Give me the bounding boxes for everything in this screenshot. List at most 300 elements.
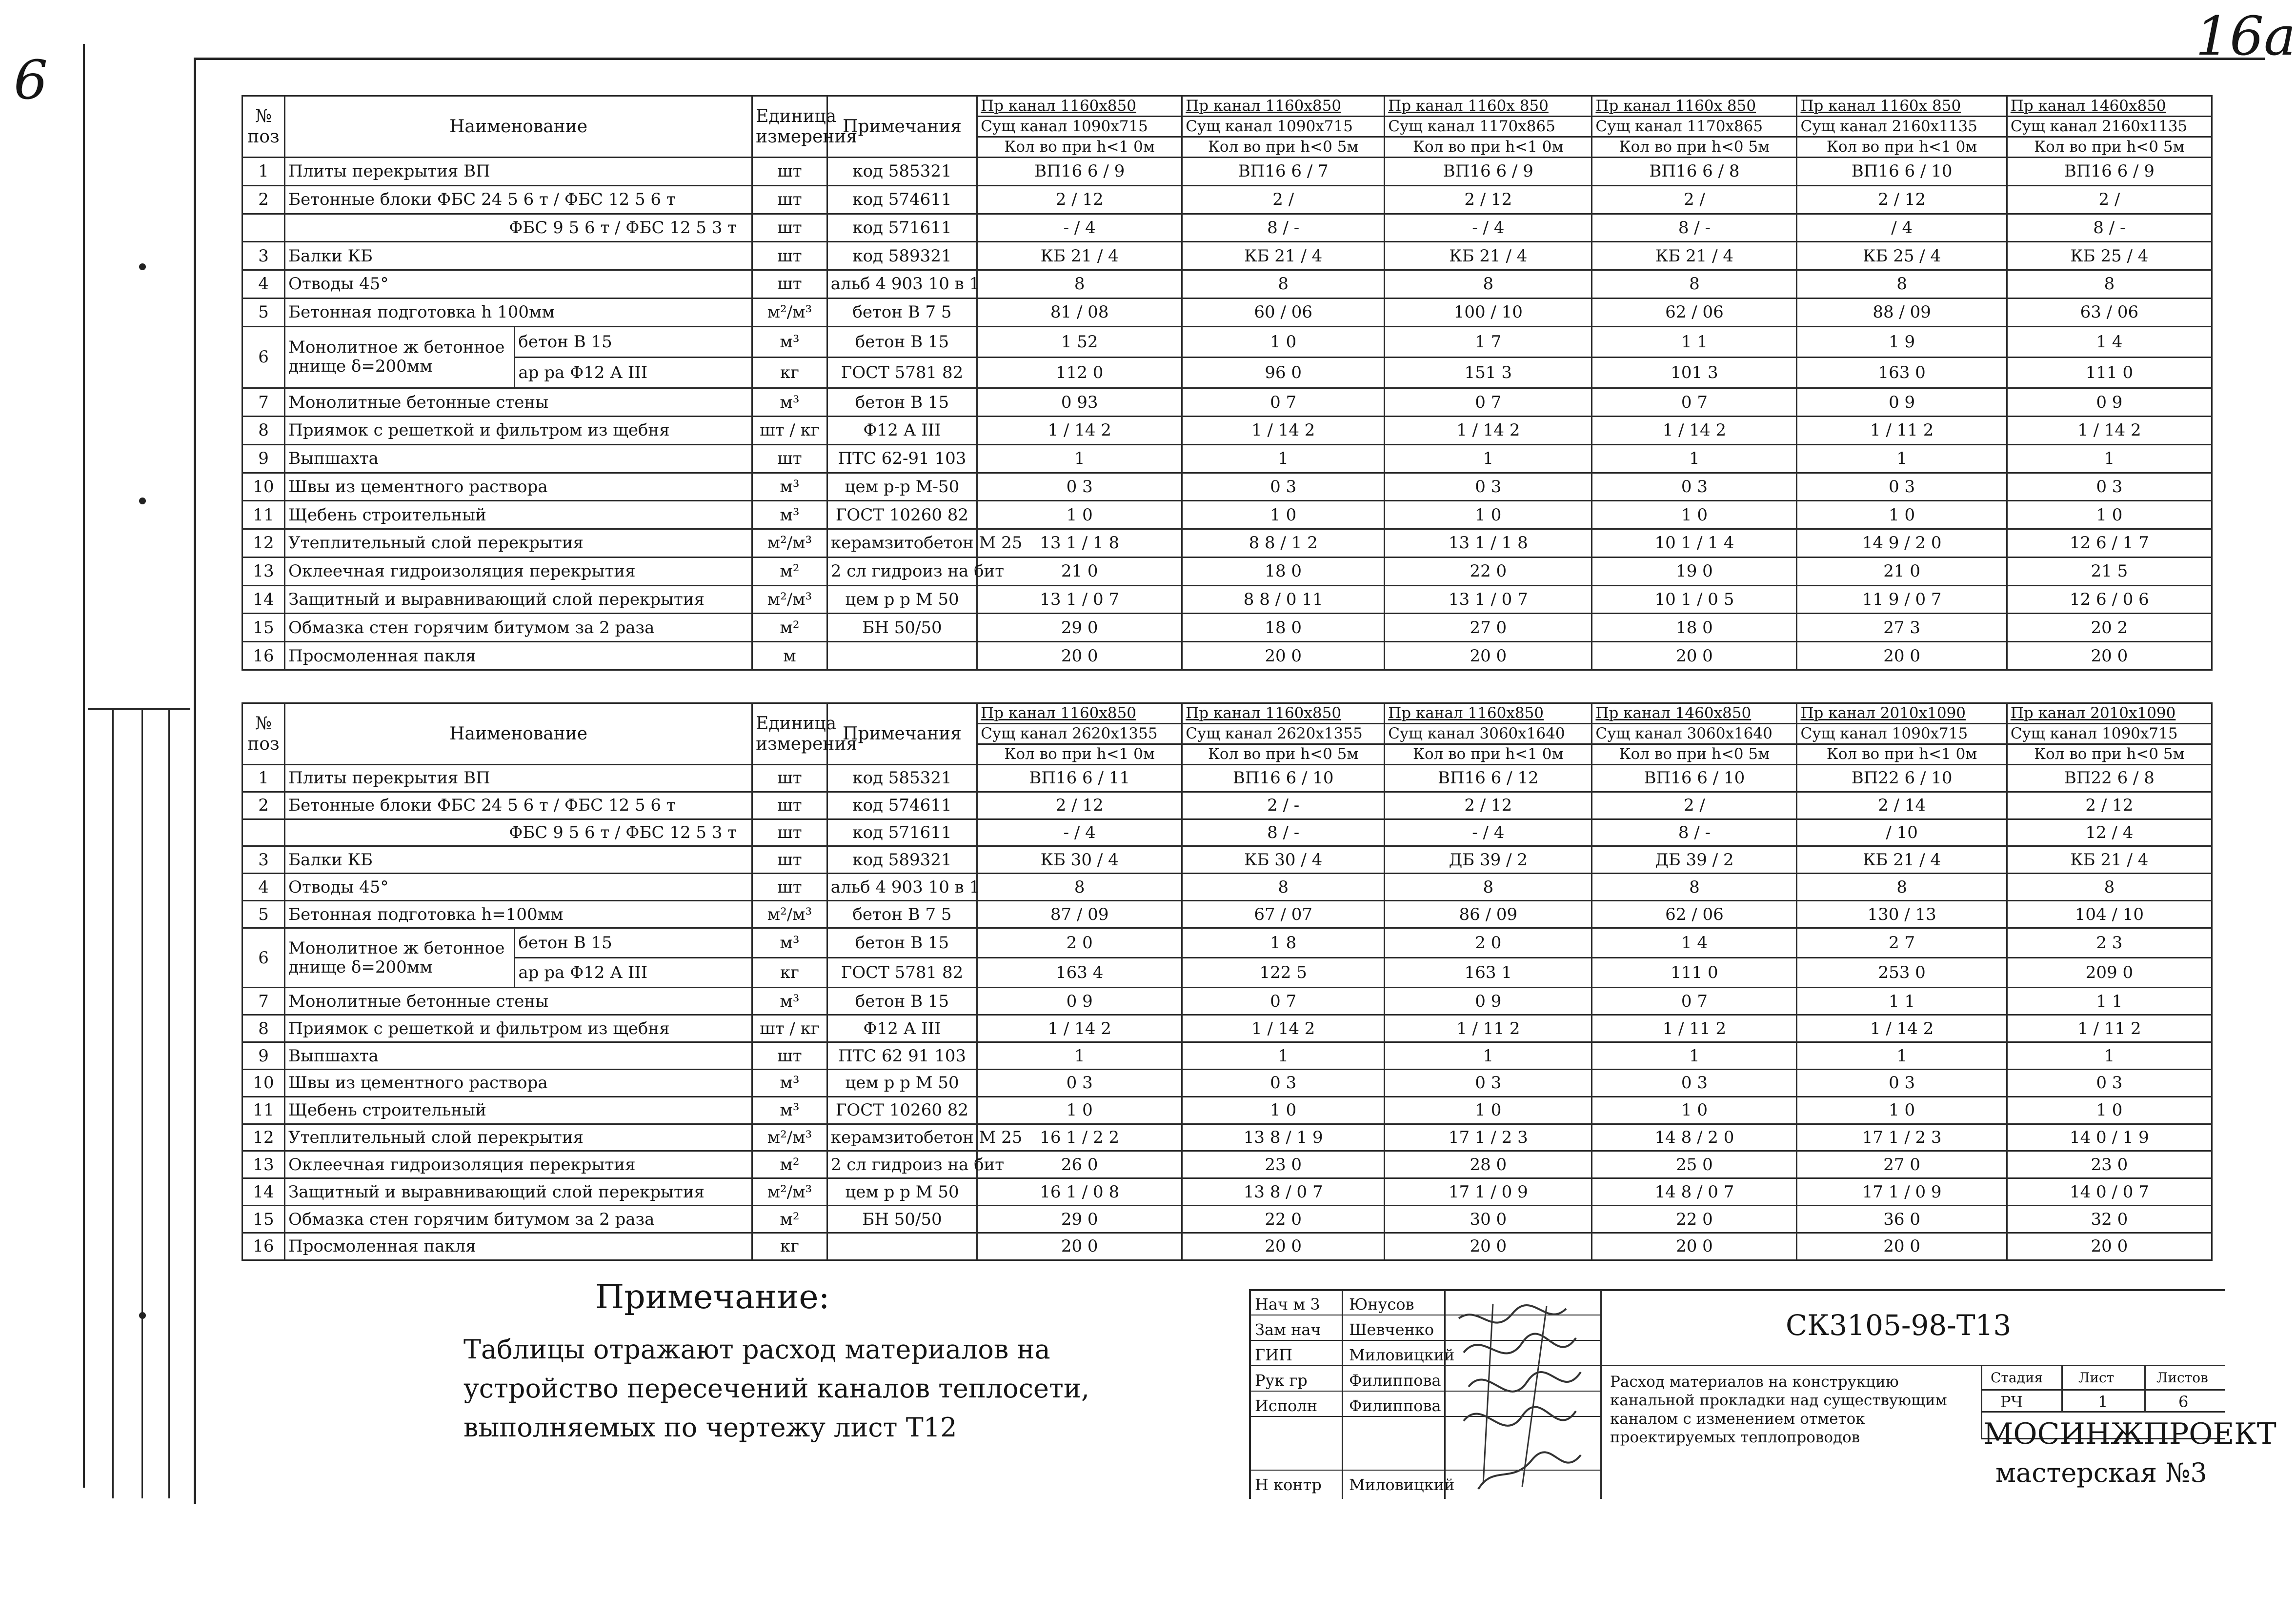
row-note: код 574611 [827, 792, 977, 819]
table-row [242, 444, 2212, 473]
table-row [242, 988, 2212, 1015]
row-number: 6 [242, 928, 285, 988]
row-value: 12 6 / 1 7 [2007, 529, 2212, 558]
table-row [242, 1124, 2212, 1151]
header-row [242, 96, 2212, 117]
stamp-name-2: Шевченко [1349, 1320, 1434, 1339]
row-number: 1 [242, 765, 285, 792]
row-value: 12 / 4 [2007, 819, 2212, 846]
header-row [242, 703, 2212, 724]
row-name: Защитный и выравнивающий слой перекрытия [285, 585, 752, 614]
row-value: 8 / - [1182, 819, 1385, 846]
row-value: 1 / 14 2 [1385, 417, 1592, 445]
row-name: Щебень строительный [285, 501, 752, 529]
row-value: 16 1 / 2 2 [977, 1124, 1182, 1151]
variant-new-channel: Пр канал 1160х 850 [1592, 96, 1797, 117]
row-name: Бетонные блоки ФБС 24 5 6 т / ФБС 12 5 6 т [285, 185, 752, 214]
row-unit: кг [752, 958, 827, 988]
row-value: 27 3 [1797, 614, 2007, 642]
row-value: КБ 21 / 4 [2007, 846, 2212, 874]
row-unit: шт / кг [752, 1015, 827, 1042]
row-value: 13 1 / 1 8 [1385, 529, 1592, 558]
row-note: код 571611 [827, 819, 977, 846]
row-unit: шт [752, 242, 827, 270]
row-value: 0 3 [2007, 1069, 2212, 1096]
row-value: ВП16 6 / 9 [977, 158, 1182, 186]
row-value: 11 9 / 0 7 [1797, 585, 2007, 614]
row-name: Приямок с решеткой и фильтром из щебня [285, 417, 752, 445]
row-value: 8 [977, 874, 1182, 901]
row-note: ГОСТ 10260 82 [827, 1096, 977, 1124]
row-name: Бетонная подготовка h 100мм [285, 298, 752, 326]
table-row [242, 1096, 2212, 1124]
row-value: 0 3 [1592, 1069, 1797, 1096]
materials-table-1 [242, 95, 2213, 671]
row-number: 4 [242, 874, 285, 901]
row-value: 32 0 [2007, 1206, 2212, 1233]
row-value: - / 4 [1385, 214, 1592, 242]
row-note: бетон В 7 5 [827, 901, 977, 928]
row-value: 12 6 / 0 6 [2007, 585, 2212, 614]
row-value: - / 4 [977, 819, 1182, 846]
signatures-scribble [1449, 1299, 1595, 1494]
row-note: БН 50/50 [827, 1206, 977, 1233]
row-value: 1 0 [1592, 1096, 1797, 1124]
row-value: ВП16 6 / 12 [1385, 765, 1592, 792]
row-number: 5 [242, 298, 285, 326]
row-value: 1 / 14 2 [1797, 1015, 2007, 1042]
sub-item: бетон В 15 [515, 326, 752, 357]
row-value: ВП16 6 / 10 [1797, 158, 2007, 186]
variant-existing-channel: Сущ канал 2620х1355 [1182, 724, 1385, 744]
row-note: ПТС 62-91 103 [827, 444, 977, 473]
row-name: Монолитное ж бетонное днище δ=200мм [285, 928, 515, 988]
row-note: код 574611 [827, 185, 977, 214]
row-number: 3 [242, 242, 285, 270]
row-value: 122 5 [1182, 958, 1385, 988]
row-name: Бетонные блоки ФБС 24 5 6 т / ФБС 12 5 6 т [285, 792, 752, 819]
row-unit: шт [752, 792, 827, 819]
row-name: Монолитное ж бетонное днище δ=200мм [285, 326, 515, 388]
row-note: код 571611 [827, 214, 977, 242]
row-value: 0 9 [1797, 388, 2007, 417]
table-row [242, 326, 2212, 357]
row-unit: м³ [752, 388, 827, 417]
row-name: Плиты перекрытия ВП [285, 765, 752, 792]
row-unit: м³ [752, 501, 827, 529]
row-value: 0 7 [1182, 988, 1385, 1015]
row-value: 8 8 / 1 2 [1182, 529, 1385, 558]
row-number: 8 [242, 1015, 285, 1042]
row-value: 1 8 [1182, 928, 1385, 957]
row-number: 3 [242, 846, 285, 874]
stamp-role-6: Н контр [1255, 1475, 1322, 1494]
row-value: 29 0 [977, 1206, 1182, 1233]
variant-new-channel: Пр канал 1160х850 [977, 703, 1182, 724]
table-row [242, 185, 2212, 214]
row-note: код 589321 [827, 846, 977, 874]
row-value: 1 [1592, 1042, 1797, 1070]
row-value: ВП16 6 / 11 [977, 765, 1182, 792]
header-number: № поз [242, 703, 285, 765]
row-value: 1 / 14 2 [2007, 417, 2212, 445]
row-value: 163 1 [1385, 958, 1592, 988]
punch-hole-1 [139, 263, 146, 270]
row-name: Выпшахта [285, 1042, 752, 1070]
row-value: 13 1 / 1 8 [977, 529, 1182, 558]
variant-quantity-condition: Кол во при h<0 5м [1592, 137, 1797, 158]
stamp-name-5: Филиппова [1349, 1396, 1441, 1415]
row-value: 2 / [2007, 185, 2212, 214]
row-value: 36 0 [1797, 1206, 2007, 1233]
row-value: 1 0 [1592, 501, 1797, 529]
row-value: ВП22 6 / 10 [1797, 765, 2007, 792]
row-number: 12 [242, 1124, 285, 1151]
row-value: 1 4 [2007, 326, 2212, 357]
table-row [242, 357, 2212, 388]
row-value: 1 / 11 2 [1385, 1015, 1592, 1042]
row-name: Утеплительный слой перекрытия [285, 1124, 752, 1151]
materials-table-2 [242, 702, 2213, 1261]
variant-quantity-condition: Кол во при h<0 5м [2007, 744, 2212, 765]
table-row [242, 501, 2212, 529]
row-value: 20 0 [2007, 1233, 2212, 1260]
row-number: 13 [242, 557, 285, 585]
row-name: Отводы 45° [285, 270, 752, 299]
row-number: 10 [242, 1069, 285, 1096]
row-name: Балки КБ [285, 242, 752, 270]
row-value: 253 0 [1797, 958, 2007, 988]
row-unit: шт [752, 765, 827, 792]
row-number: 16 [242, 642, 285, 670]
row-value: 0 7 [1592, 388, 1797, 417]
row-note: код 585321 [827, 158, 977, 186]
row-unit: м² [752, 1206, 827, 1233]
table-row [242, 765, 2212, 792]
row-value: 8 [1592, 270, 1797, 299]
row-value: 1 0 [1797, 501, 2007, 529]
row-value: 25 0 [1592, 1151, 1797, 1178]
row-name: Приямок с решеткой и фильтром из щебня [285, 1015, 752, 1042]
row-value: 17 1 / 0 9 [1797, 1178, 2007, 1206]
row-value: 17 1 / 2 3 [1385, 1124, 1592, 1151]
header-number: № поз [242, 96, 285, 158]
row-value: 23 0 [2007, 1151, 2212, 1178]
variant-new-channel: Пр канал 1160х850 [1182, 96, 1385, 117]
sub-item: бетон В 15 [515, 928, 752, 957]
row-unit: шт [752, 270, 827, 299]
row-value: 1 [1182, 1042, 1385, 1070]
row-value: 8 [2007, 874, 2212, 901]
row-value: ВП16 6 / 10 [1182, 765, 1385, 792]
table-row [242, 819, 2212, 846]
stamp-name-6: Миловицкий [1349, 1475, 1455, 1494]
row-value: 8 [1592, 874, 1797, 901]
row-value: 13 8 / 1 9 [1182, 1124, 1385, 1151]
sub-item: ар ра Ф12 А III [515, 357, 752, 388]
table-row [242, 901, 2212, 928]
row-unit: шт [752, 444, 827, 473]
row-name: Плиты перекрытия ВП [285, 158, 752, 186]
variant-existing-channel: Сущ канал 3060х1640 [1592, 724, 1797, 744]
row-note: ГОСТ 5781 82 [827, 958, 977, 988]
row-number: 8 [242, 417, 285, 445]
table-row [242, 557, 2212, 585]
row-note: ГОСТ 5781 82 [827, 357, 977, 388]
table-row [242, 846, 2212, 874]
row-value: 10 1 / 0 5 [1592, 585, 1797, 614]
row-value: ВП16 6 / 9 [1385, 158, 1592, 186]
row-unit: м²/м³ [752, 585, 827, 614]
row-value: ВП16 6 / 9 [2007, 158, 2212, 186]
row-value: 14 0 / 0 7 [2007, 1178, 2212, 1206]
margin-strip-top [88, 708, 190, 710]
punch-hole-3 [139, 1312, 146, 1319]
header-unit: Единица измерения [752, 703, 827, 765]
row-value: 1 0 [2007, 1096, 2212, 1124]
row-value: 1 0 [1182, 326, 1385, 357]
row-value: 8 [1385, 874, 1592, 901]
row-value: КБ 30 / 4 [1182, 846, 1385, 874]
row-value: 2 / 12 [1797, 185, 2007, 214]
table-row [242, 585, 2212, 614]
row-value: 21 0 [977, 557, 1182, 585]
row-value: 1 / 11 2 [2007, 1015, 2212, 1042]
row-value: 1 [977, 444, 1182, 473]
row-number: 15 [242, 1206, 285, 1233]
row-name: Балки КБ [285, 846, 752, 874]
row-value: 2 0 [977, 928, 1182, 957]
variant-existing-channel: Сущ канал 1090х715 [977, 117, 1182, 137]
row-value: 1 1 [2007, 988, 2212, 1015]
variant-new-channel: Пр канал 1460х850 [2007, 96, 2212, 117]
row-name: Просмоленная пакля [285, 642, 752, 670]
variant-existing-channel: Сущ канал 3060х1640 [1385, 724, 1592, 744]
stamp-name-1: Юнусов [1349, 1295, 1414, 1314]
row-number: 16 [242, 1233, 285, 1260]
row-value: 1 7 [1385, 326, 1592, 357]
variant-new-channel: Пр канал 2010х1090 [2007, 703, 2212, 724]
row-value: 18 0 [1592, 614, 1797, 642]
row-value: 1 4 [1592, 928, 1797, 957]
description-line-1: Расход материалов на конструкцию [1610, 1373, 1899, 1391]
row-value: КБ 21 / 4 [1592, 242, 1797, 270]
row-value: 18 0 [1182, 614, 1385, 642]
table-row [242, 642, 2212, 670]
row-name: Просмоленная пакля [285, 1233, 752, 1260]
stage-value: РЧ [2000, 1393, 2023, 1411]
row-value: 0 93 [977, 388, 1182, 417]
row-value: 111 0 [2007, 357, 2212, 388]
row-unit: м³ [752, 1096, 827, 1124]
row-value: 1 / 14 2 [1592, 417, 1797, 445]
row-unit: м²/м³ [752, 298, 827, 326]
row-number: 9 [242, 1042, 285, 1070]
row-value: 2 / 12 [2007, 792, 2212, 819]
row-value: 8 [1182, 270, 1385, 299]
row-value: 63 / 06 [2007, 298, 2212, 326]
variant-existing-channel: Сущ канал 1090х715 [1797, 724, 2007, 744]
row-value: КБ 21 / 4 [1182, 242, 1385, 270]
row-name: Выпшахта [285, 444, 752, 473]
row-value: 20 0 [1182, 1233, 1385, 1260]
row-value: 8 [977, 270, 1182, 299]
row-value: 14 9 / 2 0 [1797, 529, 2007, 558]
variant-new-channel: Пр канал 1160х850 [977, 96, 1182, 117]
row-name: Отводы 45° [285, 874, 752, 901]
row-value: 2 / [1592, 185, 1797, 214]
row-number: 15 [242, 614, 285, 642]
row-value: / 10 [1797, 819, 2007, 846]
table-row [242, 1206, 2212, 1233]
row-unit: м² [752, 1151, 827, 1178]
row-value: 21 5 [2007, 557, 2212, 585]
variant-existing-channel: Сущ канал 2160х1135 [1797, 117, 2007, 137]
row-value: 8 [1797, 874, 2007, 901]
row-value: 0 3 [977, 1069, 1182, 1096]
variant-new-channel: Пр канал 1160х 850 [1797, 96, 2007, 117]
header-name: Наименование [285, 96, 752, 158]
table-row [242, 242, 2212, 270]
variant-new-channel: Пр канал 1160х 850 [1385, 96, 1592, 117]
row-unit: м³ [752, 928, 827, 957]
row-number: 10 [242, 473, 285, 501]
row-value: 23 0 [1182, 1151, 1385, 1178]
row-unit: м³ [752, 473, 827, 501]
row-number: 6 [242, 326, 285, 388]
row-value: 1 0 [1385, 1096, 1592, 1124]
row-value: 20 0 [1592, 1233, 1797, 1260]
sheet-label: Лист [2078, 1370, 2115, 1386]
workshop-name: мастерская №3 [1995, 1457, 2207, 1488]
table-row [242, 1178, 2212, 1206]
row-value: 0 3 [1797, 1069, 2007, 1096]
row-unit: м³ [752, 1069, 827, 1096]
row-note: цем р-р М-50 [827, 473, 977, 501]
row-value: 8 [2007, 270, 2212, 299]
row-value: ВП16 6 / 10 [1592, 765, 1797, 792]
row-value: 8 / - [1182, 214, 1385, 242]
description-line-2: канальной прокладки над существующим [1610, 1392, 1947, 1409]
variant-new-channel: Пр канал 2010х1090 [1797, 703, 2007, 724]
row-value: 62 / 06 [1592, 298, 1797, 326]
sheets-value: 6 [2178, 1393, 2189, 1411]
row-value: 101 3 [1592, 357, 1797, 388]
row-unit: м²/м³ [752, 1124, 827, 1151]
row-value: 62 / 06 [1592, 901, 1797, 928]
row-note: Ф12 А III [827, 417, 977, 445]
row-value: 16 1 / 0 8 [977, 1178, 1182, 1206]
row-value: 209 0 [2007, 958, 2212, 988]
row-value: 20 0 [1797, 642, 2007, 670]
row-name: Оклеечная гидроизоляция перекрытия [285, 1151, 752, 1178]
row-number: 2 [242, 185, 285, 214]
row-note: цем р р М 50 [827, 585, 977, 614]
corner-number-left: 6 [14, 49, 48, 111]
row-value: 0 3 [1797, 473, 2007, 501]
stamp-role-5: Исполн [1255, 1396, 1318, 1415]
row-value: 0 9 [977, 988, 1182, 1015]
row-value: 20 0 [977, 1233, 1182, 1260]
stamp-name-3: Миловицкий [1349, 1346, 1455, 1364]
table-row [242, 158, 2212, 186]
row-number: 7 [242, 988, 285, 1015]
row-value: 20 0 [977, 642, 1182, 670]
row-value: КБ 30 / 4 [977, 846, 1182, 874]
row-value: 86 / 09 [1385, 901, 1592, 928]
table-row [242, 1042, 2212, 1070]
row-value: 1 52 [977, 326, 1182, 357]
stage-label: Стадия [1991, 1370, 2043, 1386]
row-value: 0 7 [1182, 388, 1385, 417]
header-note: Примечания [827, 703, 977, 765]
row-value: 2 / 12 [977, 792, 1182, 819]
row-value: 2 / 14 [1797, 792, 2007, 819]
margin-strip-c [168, 708, 170, 1498]
row-value: 14 0 / 1 9 [2007, 1124, 2212, 1151]
row-value: / 4 [1797, 214, 2007, 242]
row-value: 8 [1182, 874, 1385, 901]
row-value: 112 0 [977, 357, 1182, 388]
sub-item: ар ра Ф12 А III [515, 958, 752, 988]
row-name: Щебень строительный [285, 1096, 752, 1124]
row-note: ГОСТ 10260 82 [827, 501, 977, 529]
row-value: 29 0 [977, 614, 1182, 642]
row-value: 1 [1797, 1042, 2007, 1070]
variant-existing-channel: Сущ канал 1170х865 [1592, 117, 1797, 137]
row-value: 1 0 [977, 501, 1182, 529]
row-value: 20 0 [1182, 642, 1385, 670]
row-value: 2 / [1182, 185, 1385, 214]
row-name: ФБС 9 5 6 т / ФБС 12 5 3 т [285, 819, 752, 846]
row-number: 11 [242, 501, 285, 529]
row-note: 2 сл гидроиз на бит [827, 557, 977, 585]
row-note: цем р р М 50 [827, 1069, 977, 1096]
row-value: 1 / 11 2 [1592, 1015, 1797, 1042]
row-number: 5 [242, 901, 285, 928]
row-value: 1 1 [1592, 326, 1797, 357]
row-name: Утеплительный слой перекрытия [285, 529, 752, 558]
row-value: 163 4 [977, 958, 1182, 988]
row-value: 17 1 / 2 3 [1797, 1124, 2007, 1151]
row-value: 8 / - [1592, 214, 1797, 242]
table-row [242, 958, 2212, 988]
row-unit: м³ [752, 326, 827, 357]
table-row [242, 874, 2212, 901]
row-unit: шт [752, 846, 827, 874]
note-title: Примечание: [595, 1278, 830, 1316]
row-value: 20 0 [2007, 642, 2212, 670]
table-row [242, 270, 2212, 299]
row-name: Швы из цементного раствора [285, 1069, 752, 1096]
row-name: Монолитные бетонные стены [285, 988, 752, 1015]
row-value: 1 0 [1182, 501, 1385, 529]
table-row [242, 1069, 2212, 1096]
note-line-1: Таблицы отражают расход материалов на [463, 1334, 1050, 1365]
row-value: 20 0 [1592, 642, 1797, 670]
variant-existing-channel: Сущ канал 2620х1355 [977, 724, 1182, 744]
row-name: Оклеечная гидроизоляция перекрытия [285, 557, 752, 585]
row-name: Обмазка стен горячим битумом за 2 раза [285, 1206, 752, 1233]
row-value: 0 9 [2007, 388, 2212, 417]
note-line-2: устройство пересечений каналов теплосети, [463, 1373, 1090, 1404]
row-value: 20 0 [1385, 642, 1592, 670]
row-name: Обмазка стен горячим битумом за 2 раза [285, 614, 752, 642]
table-row [242, 214, 2212, 242]
table-row [242, 298, 2212, 326]
row-value: 151 3 [1385, 357, 1592, 388]
row-value: 1 / 14 2 [977, 417, 1182, 445]
